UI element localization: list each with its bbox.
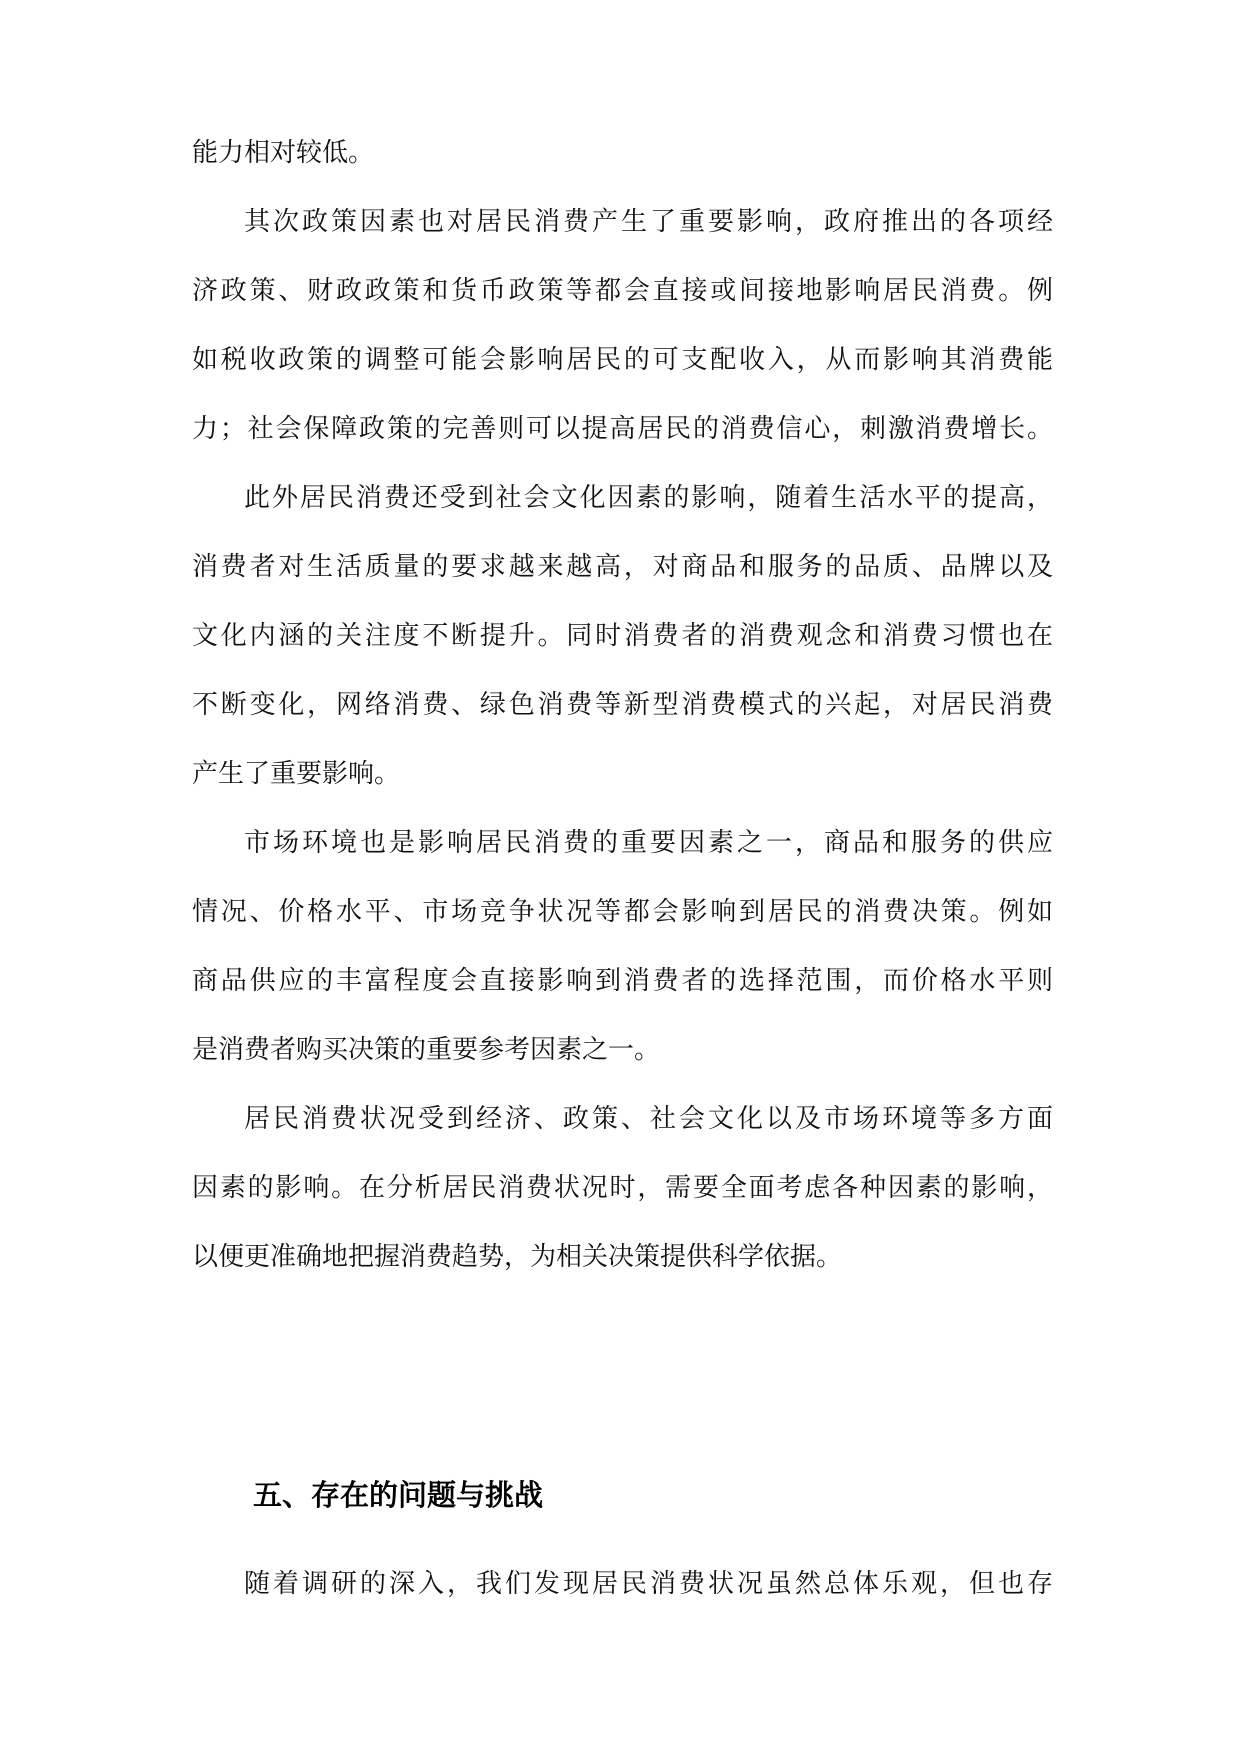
paragraph-line <box>0 473 1241 523</box>
paragraph-line <box>0 542 1241 592</box>
line-text: 不断变化，网络消费、绿色消费等新型消费模式的兴起，对居民消费 <box>192 690 1053 720</box>
line-text: 如税收政策的调整可能会影响居民的可支配收入，从而影响其消费能 <box>192 345 1053 375</box>
section-heading-text: 五、存在的问题与挑战 <box>253 1478 544 1512</box>
paragraph-line <box>0 749 1241 799</box>
line-text: 情况、价格水平、市场竞争状况等都会影响到居民的消费决策。例如 <box>192 897 1053 927</box>
line-text: 随着调研的深入，我们发现居民消费状况虽然总体乐观，但也存 <box>244 1569 1053 1599</box>
section-heading <box>0 1465 1241 1525</box>
paragraph-line <box>0 1232 1241 1282</box>
paragraph-line <box>0 128 1241 178</box>
line-text: 因素的影响。在分析居民消费状况时，需要全面考虑各种因素的影响， <box>192 1173 1053 1203</box>
line-text: 以便更准确地把握消费趋势，为相关决策提供科学依据。 <box>192 1242 843 1272</box>
paragraph-line <box>0 1094 1241 1144</box>
paragraph-line <box>0 611 1241 661</box>
line-text: 商品供应的丰富程度会直接影响到消费者的选择范围，而价格水平则 <box>192 966 1053 996</box>
paragraph-line <box>0 680 1241 730</box>
line-text: 能力相对较低。 <box>192 138 375 168</box>
paragraph-line <box>0 956 1241 1006</box>
line-text: 其次政策因素也对居民消费产生了重要影响，政府推出的各项经 <box>244 207 1053 237</box>
paragraph-line <box>0 197 1241 247</box>
paragraph-line <box>0 1025 1241 1075</box>
paragraph-line <box>0 1163 1241 1213</box>
line-text: 此外居民消费还受到社会文化因素的影响，随着生活水平的提高， <box>244 483 1053 513</box>
line-text: 居民消费状况受到经济、政策、社会文化以及市场环境等多方面 <box>244 1104 1053 1134</box>
paragraph-line <box>0 818 1241 868</box>
paragraph-line <box>0 266 1241 316</box>
paragraph-line <box>0 887 1241 937</box>
line-text: 济政策、财政政策和货币政策等都会直接或间接地影响居民消费。例 <box>192 276 1053 306</box>
line-text: 力；社会保障政策的完善则可以提高居民的消费信心，刺激消费增长。 <box>192 414 1053 444</box>
line-text: 文化内涵的关注度不断提升。同时消费者的消费观念和消费习惯也在 <box>192 621 1053 651</box>
line-text: 消费者对生活质量的要求越来越高，对商品和服务的品质、品牌以及 <box>192 552 1053 582</box>
line-text: 产生了重要影响。 <box>192 759 401 789</box>
paragraph-line <box>0 404 1241 454</box>
line-text: 是消费者购买决策的重要参考因素之一。 <box>192 1035 661 1065</box>
line-text: 市场环境也是影响居民消费的重要因素之一，商品和服务的供应 <box>244 828 1053 858</box>
paragraph-line <box>0 1559 1241 1609</box>
paragraph-line <box>0 335 1241 385</box>
